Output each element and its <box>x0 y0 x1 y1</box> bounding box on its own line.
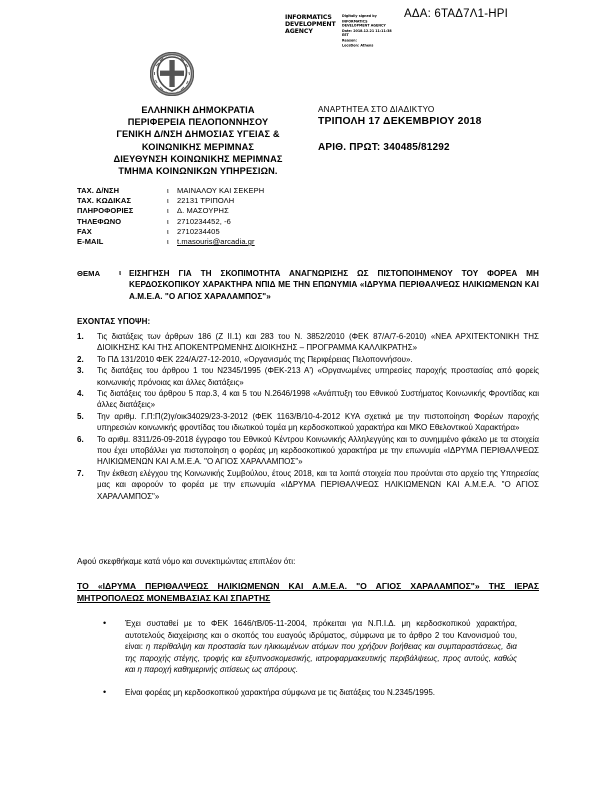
legal-basis-item <box>77 434 539 468</box>
place-and-date: ΤΡΙΠΟΛΗ 17 ΔΕΚΕΜΒΡΙΟΥ 2018 <box>318 116 482 128</box>
item-number: 2. <box>77 354 84 364</box>
organization-line: ΠΕΡΙΦΕΡΕΙΑ ΠΕΛΟΠΟΝΝΗΣΟΥ <box>127 117 269 128</box>
list-item <box>103 687 517 699</box>
item-text: Τις διατάξεις των άρθρων 186 (Ζ ΙΙ.1) και 283 του Ν. 3852/2010 (ΦΕΚ 87/Α/7-6-2010) «ΝΕΑ ΑΡΧΙΤΕΚΤΟΝΙΚΗ ΤΗΣ ΔΙΟΙΚΗΣΗΣ ΚΑΙ ΤΗΣ ΑΠΟΚΕΝΤΡΩΜΕΝΗΣ ΔΙΟΙΚΗΣΗΣ – ΠΡΟΓΡΑΜΜΑ ΚΑΛΛΙΚΡΑΤΗΣ» <box>97 332 539 353</box>
signature-detail-line: Location: Athens <box>342 42 374 48</box>
organization-header <box>78 104 318 177</box>
contact-row <box>77 227 264 237</box>
contact-label: FAX <box>77 226 92 236</box>
contact-value: 2710234405 <box>177 226 220 236</box>
item-text: Τις διατάξεις του άρθρου 1 του Ν2345/1995 (ΦΕΚ-213 Α') «Οργανωμένες υπηρεσίες παροχής προστασίας από φορείς κοινωνικής πρόνοιας και άλλες διατάξεις» <box>97 366 539 387</box>
contact-label: ΤΗΛΕΦΩΝΟ <box>77 216 122 226</box>
contact-value: 22131 ΤΡΙΠΟΛΗ <box>177 196 235 206</box>
item-text: Το αριθμ. 8311/26-09-2018 έγγραφο του Εθνικού Κέντρου Κοινωνικής Αλληλεγγύης και το συνημμένο φάκελο με τα στοιχεία που έχει υποβάλλει για πιστοποίηση ο φορέας μη κερδοσκοπικού χαρακτήρα με την επωνυμία «ΙΔΡΥΜΑ ΠΕΡΙΘΑΛΨΕΩΣ ΗΛΙΚΙΩΜΕΝΩΝ ΚΑΙ Α.Μ.Ε.Α. "Ο ΑΓΙΟΣ ΧΑΡΑΛΑΜΠΟΣ"» <box>97 434 539 467</box>
bullet-text-plain: Είναι φορέας μη κερδοσκοπικού χαρακτήρα σύμφωνα με τις διατάξεις του Ν.2345/1995. <box>125 687 435 697</box>
institution-heading: ΤΟ «ΙΔΡΥΜΑ ΠΕΡΙΘΑΛΨΕΩΣ ΗΛΙΚΙΩΜΕΝΩΝ ΚΑΙ Α.Μ.Ε.Α. "Ο ΑΓΙΟΣ ΧΑΡΑΛΑΜΠΟΣ"» ΤΗΣ ΙΕΡΑΣ ΜΗΤΡΟΠΟΛΕΩΣ ΜΟΝΕΜΒΑΣΙΑΣ ΚΑΙ ΣΠΑΡΤΗΣ <box>77 581 539 604</box>
subject-separator: ι <box>119 268 122 277</box>
contact-row <box>77 237 264 247</box>
publication-notice: ΑΝΑΡΤΗΤΕΑ ΣΤΟ ΔΙΑΔΙΚΤΥΟ <box>318 105 435 114</box>
item-text: Τις διατάξεις του άρθρου 5 παρ.3, 4 και 5 του Ν.2646/1998 «Ανάπτυξη του Εθνικού Συστήματος Κοινωνικής Φροντίδας και άλλες διατάξεις» <box>97 389 539 410</box>
item-text: Την έκθεση ελέγχου της Κοινωνικής Συμβούλου, έτους 2018, και τα λοιπά στοιχεία που προύνται στο αρχείο της Υπηρεσίας μας και αφορούν το φορέα με την επωνυμία «ΙΔΡΥΜΑ ΠΕΡΙΘΑΛΨΕΩΣ ΗΛΙΚΙΩΜΕΝΩΝ ΚΑΙ Α.Μ.Ε.Α. "Ο ΑΓΙΟΣ ΧΑΡΑΛΑΜΠΟΣ"» <box>97 468 539 501</box>
legal-basis-item <box>77 331 539 354</box>
legal-basis-item <box>77 354 539 365</box>
item-number: 3. <box>77 366 84 376</box>
legal-basis-heading: ΕΧΟΝΤΑΣ ΥΠΟΨΗ: <box>77 317 151 326</box>
organization-line: ΓΕΝΙΚΗ Δ/ΝΣΗ ΔΗΜΟΣΙΑΣ ΥΓΕΙΑΣ & <box>116 129 280 140</box>
organization-line: ΤΜΗΜΑ ΚΟΙΝΩΝΙΚΩΝ ΥΠΗΡΕΣΙΩΝ. <box>118 166 278 177</box>
signature-agency-name: INFORMATICS DEVELOPMENT AGENCY <box>285 14 336 36</box>
protocol-number: ΑΡΙΘ. ΠΡΩΤ: 340485/81292 <box>318 141 450 153</box>
bullet-text <box>125 618 517 676</box>
signature-detail-line: EET <box>342 33 349 38</box>
item-text: Το ΠΔ 131/2010 ΦΕΚ 224/Α/27-12-2010, «Οργανισμός της Περιφέρειας Πελοποννήσου». <box>97 354 413 364</box>
contact-separator: ι <box>167 216 169 226</box>
signature-detail-line: INFORMATICS <box>342 18 368 24</box>
legal-basis-item <box>77 468 539 502</box>
contact-label: ΤΑΧ. Δ/ΝΣΗ <box>77 186 120 195</box>
organization-line: ΔΙΕΥΘΥΝΣΗ ΚΟΙΝΩΝΙΚΗΣ ΜΕΡΙΜΝΑΣ <box>113 153 283 164</box>
contact-label: ΤΑΧ. ΚΩΔΙΚΑΣ <box>77 196 132 206</box>
contact-separator: ι <box>167 237 169 247</box>
legal-basis-item <box>77 388 539 411</box>
subject-section <box>77 268 539 302</box>
contact-row <box>77 196 264 206</box>
contact-email-link[interactable]: t.masouris@arcadia.gr <box>177 237 255 247</box>
publication-block <box>318 104 568 154</box>
digital-signature-stamp <box>285 14 397 46</box>
bullet-text-plain: Έχει συσταθεί με το ΦΕΚ 1646/τΒ/05-11-2004, πρόκειται για Ν.Π.Ι.Δ. μη κερδοσκοπικού χαρακτήρα, αυτοτελούς διαχείρισης και ο σκοπός του ευαγούς ιδρύματος, σύμφωνα με το άρθρο 2 του Κανονισμού του, είναι: <box>125 619 517 652</box>
contact-value: ΜΑΙΝΑΛΟΥ ΚΑΙ ΣΕΚΕΡΗ <box>177 186 265 195</box>
bullet-text-italic: η περίθαλψη και προστασία των ηλικιωμένων ατόμων που χρήζουν βοήθειας και συμπαραστάσεως, δια της παροχής στέγης, τροφής και εξυπνοσκομεσικής, ιατροφαρμακευτικής περιβάλψεως, προς αυτούς, καθώς και η παροχή καθημερινής σιτίσεως ως απόρους. <box>125 642 517 675</box>
contact-details <box>77 186 264 247</box>
hellenic-republic-emblem-icon <box>150 52 194 96</box>
signature-detail-line: Date: 2018.12.21 11:11:38 <box>342 28 392 33</box>
contact-row <box>77 206 264 216</box>
item-number: 5. <box>77 411 84 421</box>
contact-separator: ι <box>167 206 169 216</box>
item-number: 4. <box>77 389 84 399</box>
organization-line: ΚΟΙΝΩΝΙΚΗΣ ΜΕΡΙΜΝΑΣ <box>141 141 255 152</box>
contact-separator: ι <box>167 226 169 236</box>
bullet-text <box>125 687 517 699</box>
legal-basis-item <box>77 365 539 388</box>
item-number: 7. <box>77 468 84 478</box>
bullet-marker: • <box>103 618 107 628</box>
organization-line: ΕΛΛΗΝΙΚΗ ΔΗΜΟΚΡΑΤΙΑ <box>141 105 255 115</box>
signature-detail-lines <box>342 14 397 48</box>
subject-label: ΘΕΜΑ <box>77 268 101 278</box>
contact-label: E-MAIL <box>77 237 104 247</box>
item-text: Την αριθμ. Γ.Π:Π(2)γ/οικ34029/23-3-2012 (ΦΕΚ 1163/Β/10-4-2012 ΚΥΑ σχετικά με την πιστοποίηση Φορέων παροχής υπηρεσιών κοινωνικής φροντίδας του ιδιωτικού τομέα μη κερδοσκοπικού χαρακτήρα και ΜΚΟ Εθελοντικού Χαρακτήρα» <box>97 411 539 433</box>
list-item <box>103 618 517 676</box>
legal-basis-item <box>77 411 539 434</box>
consideration-intro: Αφού σκεφθήκαμε κατά νόμο και συνεκτιμώντας επιπλέον ότι: <box>77 557 296 566</box>
contact-row <box>77 217 264 227</box>
consideration-bullet-list <box>103 618 517 710</box>
contact-value: Δ. ΜΑΣΟΥΡΗΣ <box>177 206 229 216</box>
signature-detail-line: Digitally signed by <box>342 14 377 19</box>
item-number: 1. <box>77 332 84 341</box>
contact-label: ΠΛΗΡΟΦΟΡΙΕΣ <box>77 206 134 216</box>
item-number: 6. <box>77 434 84 444</box>
signature-detail-line: Reason: <box>342 38 357 43</box>
subject-text: ΕΙΣΗΓΗΣΗ ΓΙΑ ΤΗ ΣΚΟΠΙΜΟΤΗΤΑ ΑΝΑΓΝΩΡΙΣΗΣ ΩΣ ΠΙΣΤΟΠΟΙΗΜΕΝΟΥ ΤΟΥ ΦΟΡΕΑ ΜΗ ΚΕΡΔΟΣΚΟΠΙΚΟΥ ΧΑΡΑΚΤΗΡΑ ΝΠΙΔ ΜΕ ΤΗΝ ΕΠΩΝΥΜΙΑ «ΙΔΡΥΜΑ ΠΕΡΙΘΑΛΨΕΩΣ ΗΛΙΚΙΩΜΕΝΩΝ ΚΑΙ Α.Μ.Ε.Α. "Ο ΑΓΙΟΣ ΧΑΡΑΛΑΜΠΟΣ"» <box>129 269 539 301</box>
ada-code: ΑΔΑ: 6ΤΑΔ7Λ1-ΗΡΙ <box>404 8 509 20</box>
contact-separator: ι <box>167 186 169 195</box>
bullet-marker: • <box>103 686 107 697</box>
contact-separator: ι <box>167 196 169 206</box>
contact-row <box>77 186 264 196</box>
contact-value: 2710234452, -6 <box>177 216 231 226</box>
signature-detail-line: DEVELOPMENT AGENCY <box>342 23 386 28</box>
legal-basis-list <box>77 331 539 502</box>
